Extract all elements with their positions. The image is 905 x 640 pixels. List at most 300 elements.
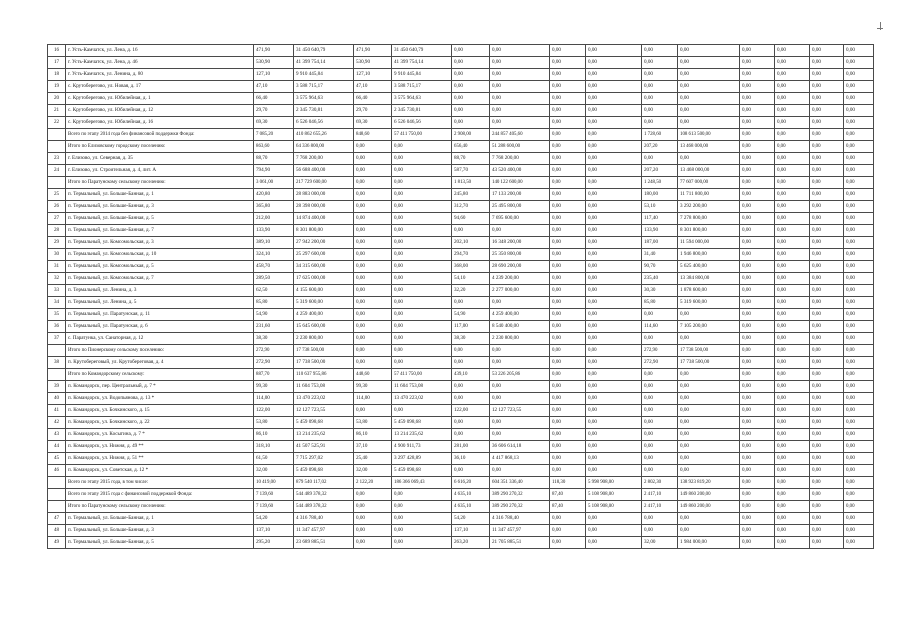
value-cell: 34 315 600,00 xyxy=(294,261,354,273)
value-cell: 0,00 xyxy=(586,393,642,405)
row-number: 40 xyxy=(48,393,66,405)
value-cell: 5 998 908,00 xyxy=(586,477,642,489)
value-cell: 0,00 xyxy=(810,165,844,177)
table-row xyxy=(48,309,874,321)
value-cell: 0,00 xyxy=(678,393,740,405)
value-cell: 137,10 xyxy=(254,525,294,537)
value-cell: 0,00 xyxy=(844,165,874,177)
value-cell: 0,00 xyxy=(740,177,775,189)
address-cell: п. Термальный, ул. Больше-Банная, д. 3 xyxy=(66,525,254,537)
value-cell: 0,00 xyxy=(740,393,775,405)
table-row xyxy=(48,81,874,93)
table-row xyxy=(48,201,874,213)
table-row xyxy=(48,453,874,465)
value-cell: 2 345 730,81 xyxy=(392,105,452,117)
value-cell: 294,70 xyxy=(452,249,490,261)
address-cell: п. Термальный, ул. Комсомольская, д. 3 xyxy=(66,237,254,249)
value-cell: 0,00 xyxy=(740,237,775,249)
value-cell: 17 133 200,00 xyxy=(490,189,550,201)
value-cell: 0,00 xyxy=(810,213,844,225)
value-cell: 9 910 445,84 xyxy=(392,69,452,81)
value-cell: 0,00 xyxy=(844,237,874,249)
value-cell: 0,00 xyxy=(810,405,844,417)
value-cell: 0,00 xyxy=(740,429,775,441)
value-cell: 0,00 xyxy=(550,201,586,213)
value-cell: 0,00 xyxy=(844,153,874,165)
value-cell: 0,00 xyxy=(550,237,586,249)
value-cell: 0,00 xyxy=(775,249,810,261)
value-cell: 0,00 xyxy=(844,537,874,549)
value-cell: 2 345 730,81 xyxy=(294,105,354,117)
value-cell: 0,00 xyxy=(642,45,678,57)
value-cell: 0,00 xyxy=(392,489,452,501)
value-cell: 0,00 xyxy=(354,285,392,297)
value-cell: 0,00 xyxy=(452,297,490,309)
value-cell: 0,00 xyxy=(740,333,775,345)
value-cell: 0,00 xyxy=(354,249,392,261)
value-cell: 263,20 xyxy=(452,537,490,549)
value-cell: 17 738 500,00 xyxy=(678,345,740,357)
value-cell: 27 942 200,00 xyxy=(294,237,354,249)
value-cell: 1 878 600,00 xyxy=(678,285,740,297)
value-cell: 0,00 xyxy=(775,525,810,537)
value-cell: 25 350 800,00 xyxy=(490,249,550,261)
table-row xyxy=(48,177,874,189)
value-cell: 0,00 xyxy=(844,321,874,333)
address-cell: Всего по этапу 2015 года с финансовой поддержкой Фонда: xyxy=(66,489,254,501)
value-cell: 61,50 xyxy=(254,453,294,465)
value-cell: 448,60 xyxy=(354,369,392,381)
address-cell: Итого по Командорскому сельскому: xyxy=(66,369,254,381)
value-cell: 21 705 885,51 xyxy=(490,537,550,549)
value-cell: 0,00 xyxy=(810,345,844,357)
row-number: 31 xyxy=(48,261,66,273)
value-cell: 289,50 xyxy=(254,273,294,285)
address-cell: с. Крутоберегово, ул. Юбилейная, д. 16 xyxy=(66,117,254,129)
value-cell: 0,00 xyxy=(775,429,810,441)
value-cell: 0,00 xyxy=(740,93,775,105)
value-cell: 117,40 xyxy=(642,213,678,225)
value-cell: 0,00 xyxy=(354,141,392,153)
value-cell: 0,00 xyxy=(586,285,642,297)
value-cell: 295,20 xyxy=(254,537,294,549)
table-body xyxy=(48,45,874,549)
value-cell: 47,10 xyxy=(354,81,392,93)
value-cell: 0,00 xyxy=(586,453,642,465)
address-cell: п. Термальный, ул. Больше-Банная, д. 3 xyxy=(66,201,254,213)
value-cell: 202,10 xyxy=(452,237,490,249)
table-row xyxy=(48,213,874,225)
value-cell: 0,00 xyxy=(775,285,810,297)
value-cell: 0,00 xyxy=(775,369,810,381)
value-cell: 28 690 200,00 xyxy=(490,261,550,273)
value-cell: 3 292 200,00 xyxy=(678,201,740,213)
value-cell: 13 470 223,02 xyxy=(392,393,452,405)
value-cell: 0,00 xyxy=(392,201,452,213)
value-cell: 0,00 xyxy=(642,309,678,321)
value-cell: 0,00 xyxy=(490,117,550,129)
value-cell: 0,00 xyxy=(586,141,642,153)
value-cell: 0,00 xyxy=(452,93,490,105)
value-cell: 0,00 xyxy=(775,453,810,465)
value-cell: 28 883 000,00 xyxy=(294,189,354,201)
value-cell: 0,00 xyxy=(550,345,586,357)
value-cell: 530,90 xyxy=(354,57,392,69)
value-cell: 0,00 xyxy=(740,465,775,477)
value-cell: 207,20 xyxy=(642,141,678,153)
value-cell: 12 127 723,55 xyxy=(490,405,550,417)
value-cell: 0,00 xyxy=(550,153,586,165)
value-cell: 0,00 xyxy=(452,81,490,93)
value-cell: 0,00 xyxy=(678,369,740,381)
value-cell: 0,00 xyxy=(452,345,490,357)
value-cell: 0,00 xyxy=(844,93,874,105)
value-cell: 7 105 200,00 xyxy=(678,321,740,333)
value-cell: 0,00 xyxy=(392,333,452,345)
value-cell: 0,00 xyxy=(740,525,775,537)
value-cell: 0,00 xyxy=(678,513,740,525)
value-cell: 0,00 xyxy=(678,465,740,477)
value-cell: 5 108 908,00 xyxy=(586,489,642,501)
value-cell: 0,00 xyxy=(550,429,586,441)
value-cell: 0,00 xyxy=(775,345,810,357)
value-cell: 0,00 xyxy=(354,237,392,249)
value-cell: 0,00 xyxy=(354,333,392,345)
value-cell: 99,30 xyxy=(254,381,294,393)
value-cell: 0,00 xyxy=(775,45,810,57)
value-cell: 0,00 xyxy=(810,441,844,453)
value-cell: 0,00 xyxy=(844,345,874,357)
value-cell: 133,90 xyxy=(254,225,294,237)
value-cell: 0,00 xyxy=(642,153,678,165)
table-row xyxy=(48,381,874,393)
value-cell: 7 085,20 xyxy=(254,129,294,141)
row-number: 20 xyxy=(48,93,66,105)
value-cell: 0,00 xyxy=(550,393,586,405)
address-cell: п. Командорск, пер. Центральный, д. 7 * xyxy=(66,381,254,393)
value-cell: 0,00 xyxy=(844,369,874,381)
value-cell: 0,00 xyxy=(550,261,586,273)
value-cell: 3 588 715,17 xyxy=(294,81,354,93)
row-number: 49 xyxy=(48,537,66,549)
value-cell: 0,00 xyxy=(642,393,678,405)
value-cell: 0,00 xyxy=(550,273,586,285)
address-cell: п. Командорск, ул. Нижня, д. 51 ** xyxy=(66,453,254,465)
row-number: 42 xyxy=(48,417,66,429)
value-cell: 11 347 457,97 xyxy=(294,525,354,537)
value-cell: 879 540 117,02 xyxy=(294,477,354,489)
value-cell: 0,00 xyxy=(775,201,810,213)
table-row xyxy=(48,237,874,249)
value-cell: 11 594 000,00 xyxy=(678,237,740,249)
value-cell: 0,00 xyxy=(775,93,810,105)
value-cell: 0,00 xyxy=(775,57,810,69)
value-cell: 38,30 xyxy=(254,333,294,345)
row-number: 46 xyxy=(48,465,66,477)
value-cell: 0,00 xyxy=(844,141,874,153)
value-cell: 389,10 xyxy=(254,237,294,249)
value-cell: 0,00 xyxy=(586,309,642,321)
value-cell: 2 277 000,00 xyxy=(490,285,550,297)
value-cell: 0,00 xyxy=(550,177,586,189)
address-cell: п. Термальный, ул. Больше-Банная, д. 5 xyxy=(66,537,254,549)
value-cell: 87,40 xyxy=(550,501,586,513)
value-cell: 604 351 336,40 xyxy=(490,477,550,489)
value-cell: 0,00 xyxy=(354,273,392,285)
row-number: 21 xyxy=(48,105,66,117)
value-cell: 0,00 xyxy=(844,201,874,213)
value-cell: 3 575 964,63 xyxy=(392,93,452,105)
address-cell: п. Командорск, ул. Бочкинского, д. 22 xyxy=(66,417,254,429)
row-number: 34 xyxy=(48,297,66,309)
value-cell: 140 122 600,00 xyxy=(490,177,550,189)
value-cell: 0,00 xyxy=(550,69,586,81)
value-cell: 4 239 200,00 xyxy=(490,273,550,285)
value-cell: 7 768 200,00 xyxy=(490,153,550,165)
value-cell: 51 288 600,00 xyxy=(490,141,550,153)
value-cell: 29,70 xyxy=(354,105,392,117)
value-cell: 887,70 xyxy=(254,369,294,381)
value-cell: 0,00 xyxy=(392,309,452,321)
value-cell: 0,00 xyxy=(354,201,392,213)
value-cell: 1 728,60 xyxy=(642,129,678,141)
value-cell: 0,00 xyxy=(844,417,874,429)
value-cell: 0,00 xyxy=(354,189,392,201)
value-cell: 2 417,10 xyxy=(642,489,678,501)
address-cell: п. Термальный, ул. Паратунская, д. 6 xyxy=(66,321,254,333)
row-number: 35 xyxy=(48,309,66,321)
value-cell: 0,00 xyxy=(775,321,810,333)
value-cell: 0,00 xyxy=(392,357,452,369)
address-cell: п. Командорск, ул. Водопьянова, д. 13 * xyxy=(66,393,254,405)
value-cell: 0,00 xyxy=(490,45,550,57)
value-cell: 1 248,50 xyxy=(642,177,678,189)
value-cell: 86,10 xyxy=(254,429,294,441)
value-cell: 0,00 xyxy=(775,393,810,405)
row-number: 23 xyxy=(48,153,66,165)
value-cell: 8 301 800,00 xyxy=(678,225,740,237)
value-cell: 38,30 xyxy=(452,333,490,345)
value-cell: 0,00 xyxy=(775,141,810,153)
value-cell: 87,40 xyxy=(550,489,586,501)
value-cell: 0,00 xyxy=(490,357,550,369)
value-cell: 0,00 xyxy=(354,537,392,549)
value-cell: 587,70 xyxy=(452,165,490,177)
value-cell: 0,00 xyxy=(642,465,678,477)
table-row xyxy=(48,45,874,57)
address-cell: Всего по этапу 2014 года без финансовой поддержки Фонда: xyxy=(66,129,254,141)
value-cell: 0,00 xyxy=(490,345,550,357)
value-cell: 4 635,10 xyxy=(452,489,490,501)
value-cell: 0,00 xyxy=(586,537,642,549)
value-cell: 235,40 xyxy=(642,273,678,285)
value-cell: 2 802,30 xyxy=(642,477,678,489)
value-cell: 0,00 xyxy=(740,129,775,141)
value-cell: 0,00 xyxy=(642,525,678,537)
value-cell: 0,00 xyxy=(550,45,586,57)
value-cell: 127,10 xyxy=(354,69,392,81)
value-cell: 43 520 400,00 xyxy=(490,165,550,177)
value-cell: 458,70 xyxy=(254,261,294,273)
value-cell: 0,00 xyxy=(550,189,586,201)
address-cell: с. Крутоберегово, ул. Новая, д. 17 xyxy=(66,81,254,93)
table-row xyxy=(48,405,874,417)
value-cell: 0,00 xyxy=(452,393,490,405)
value-cell: 0,00 xyxy=(586,117,642,129)
value-cell: 32,00 xyxy=(254,465,294,477)
value-cell: 0,00 xyxy=(678,153,740,165)
row-number: 44 xyxy=(48,441,66,453)
value-cell: 114,60 xyxy=(642,321,678,333)
value-cell: 0,00 xyxy=(810,297,844,309)
row-number xyxy=(48,345,66,357)
value-cell: 85,80 xyxy=(642,297,678,309)
value-cell: 0,00 xyxy=(642,93,678,105)
value-cell: 0,00 xyxy=(642,441,678,453)
row-number: 30 xyxy=(48,249,66,261)
value-cell: 29,70 xyxy=(254,105,294,117)
value-cell: 471,90 xyxy=(354,45,392,57)
value-cell: 0,00 xyxy=(844,213,874,225)
value-cell: 0,00 xyxy=(354,489,392,501)
value-cell: 0,00 xyxy=(642,369,678,381)
value-cell: 0,00 xyxy=(550,213,586,225)
value-cell: 66,40 xyxy=(354,93,392,105)
value-cell: 0,00 xyxy=(810,117,844,129)
value-cell: 0,00 xyxy=(642,417,678,429)
address-cell: п. Крутобереговый, ул. Крутобереговая, д. 4 xyxy=(66,357,254,369)
value-cell: 2 230 800,00 xyxy=(294,333,354,345)
value-cell: 13 470 223,02 xyxy=(294,393,354,405)
table-row xyxy=(48,417,874,429)
value-cell: 0,00 xyxy=(550,165,586,177)
row-number: 25 xyxy=(48,189,66,201)
value-cell: 122,00 xyxy=(452,405,490,417)
value-cell: 0,00 xyxy=(354,153,392,165)
value-cell: 0,00 xyxy=(740,489,775,501)
value-cell: 0,00 xyxy=(354,165,392,177)
value-cell: 272,90 xyxy=(642,345,678,357)
row-number: 32 xyxy=(48,273,66,285)
value-cell: 0,00 xyxy=(392,249,452,261)
value-cell: 0,00 xyxy=(550,357,586,369)
address-cell: Итого по Паратунскому сельскому поселению: xyxy=(66,177,254,189)
value-cell: 0,00 xyxy=(586,189,642,201)
value-cell: 0,00 xyxy=(550,453,586,465)
table-row xyxy=(48,501,874,513)
value-cell: 0,00 xyxy=(354,261,392,273)
value-cell: 99,30 xyxy=(354,381,392,393)
table-row xyxy=(48,369,874,381)
value-cell: 0,00 xyxy=(810,189,844,201)
value-cell: 0,00 xyxy=(354,345,392,357)
value-cell: 0,00 xyxy=(550,57,586,69)
value-cell: 7 695 600,00 xyxy=(490,213,550,225)
table-row xyxy=(48,345,874,357)
value-cell: 0,00 xyxy=(678,429,740,441)
value-cell: 0,00 xyxy=(740,81,775,93)
value-cell: 31,40 xyxy=(642,249,678,261)
value-cell: 0,00 xyxy=(642,405,678,417)
table-row xyxy=(48,321,874,333)
value-cell: 0,00 xyxy=(452,357,490,369)
value-cell: 0,00 xyxy=(740,105,775,117)
address-cell: Итого по Пионерскому сельскому поселению: xyxy=(66,345,254,357)
value-cell: 0,00 xyxy=(490,105,550,117)
value-cell: 0,00 xyxy=(550,441,586,453)
value-cell: 0,00 xyxy=(354,513,392,525)
table-row xyxy=(48,153,874,165)
value-cell: 1 946 800,00 xyxy=(678,249,740,261)
value-cell: 0,00 xyxy=(490,381,550,393)
value-cell: 28 398 000,00 xyxy=(294,201,354,213)
value-cell: 9 910 445,84 xyxy=(294,69,354,81)
value-cell: 0,00 xyxy=(740,225,775,237)
value-cell: 11 604 753,08 xyxy=(392,381,452,393)
value-cell: 0,00 xyxy=(810,249,844,261)
value-cell: 0,00 xyxy=(775,489,810,501)
value-cell: 6 616,20 xyxy=(452,477,490,489)
value-cell: 7 278 800,00 xyxy=(678,213,740,225)
value-cell: 8 301 800,00 xyxy=(294,225,354,237)
value-cell: 0,00 xyxy=(354,297,392,309)
value-cell: 0,00 xyxy=(810,225,844,237)
value-cell: 6 526 046,56 xyxy=(294,117,354,129)
address-cell: с. Крутоберегово, ул. Юбилейная, д. 12 xyxy=(66,105,254,117)
address-cell: п. Термальный, ул. Больше-Банная, д. 1 xyxy=(66,189,254,201)
value-cell: 0,00 xyxy=(490,393,550,405)
address-cell: с. Паратунка, ул. Санаторная, д. 12 xyxy=(66,333,254,345)
value-cell: 32,00 xyxy=(354,465,392,477)
value-cell: 0,00 xyxy=(452,57,490,69)
scan-mark xyxy=(877,28,883,29)
value-cell: 4 316 788,40 xyxy=(490,513,550,525)
value-cell: 0,00 xyxy=(586,417,642,429)
row-number xyxy=(48,369,66,381)
value-cell: 0,00 xyxy=(775,309,810,321)
value-cell: 389 290 270,32 xyxy=(490,501,550,513)
value-cell: 0,00 xyxy=(775,225,810,237)
value-cell: 0,00 xyxy=(678,117,740,129)
value-cell: 794,90 xyxy=(254,165,294,177)
value-cell: 0,00 xyxy=(775,357,810,369)
value-cell: 0,00 xyxy=(490,417,550,429)
value-cell: 0,00 xyxy=(392,213,452,225)
row-number: 22 xyxy=(48,117,66,129)
value-cell: 12 127 723,55 xyxy=(294,405,354,417)
row-number: 18 xyxy=(48,69,66,81)
value-cell: 272,90 xyxy=(642,357,678,369)
value-cell: 0,00 xyxy=(740,117,775,129)
value-cell: 0,00 xyxy=(810,153,844,165)
address-cell: п. Термальный, ул. Ленина, д. 5 xyxy=(66,297,254,309)
value-cell: 4 316 788,40 xyxy=(294,513,354,525)
value-cell: 0,00 xyxy=(775,237,810,249)
address-cell: п. Командорск, ул. Бочкинского, д. 15 xyxy=(66,405,254,417)
value-cell: 0,00 xyxy=(740,357,775,369)
value-cell: 0,00 xyxy=(810,141,844,153)
value-cell: 0,00 xyxy=(775,297,810,309)
address-cell: п. Термальный, ул. Паратунская, д. 11 xyxy=(66,309,254,321)
value-cell: 0,00 xyxy=(775,273,810,285)
value-cell: 0,00 xyxy=(586,405,642,417)
value-cell: 0,00 xyxy=(775,81,810,93)
value-cell: 0,00 xyxy=(452,429,490,441)
value-cell: 0,00 xyxy=(678,405,740,417)
value-cell: 13 468 000,00 xyxy=(678,165,740,177)
value-cell: 0,00 xyxy=(740,57,775,69)
row-number xyxy=(48,477,66,489)
